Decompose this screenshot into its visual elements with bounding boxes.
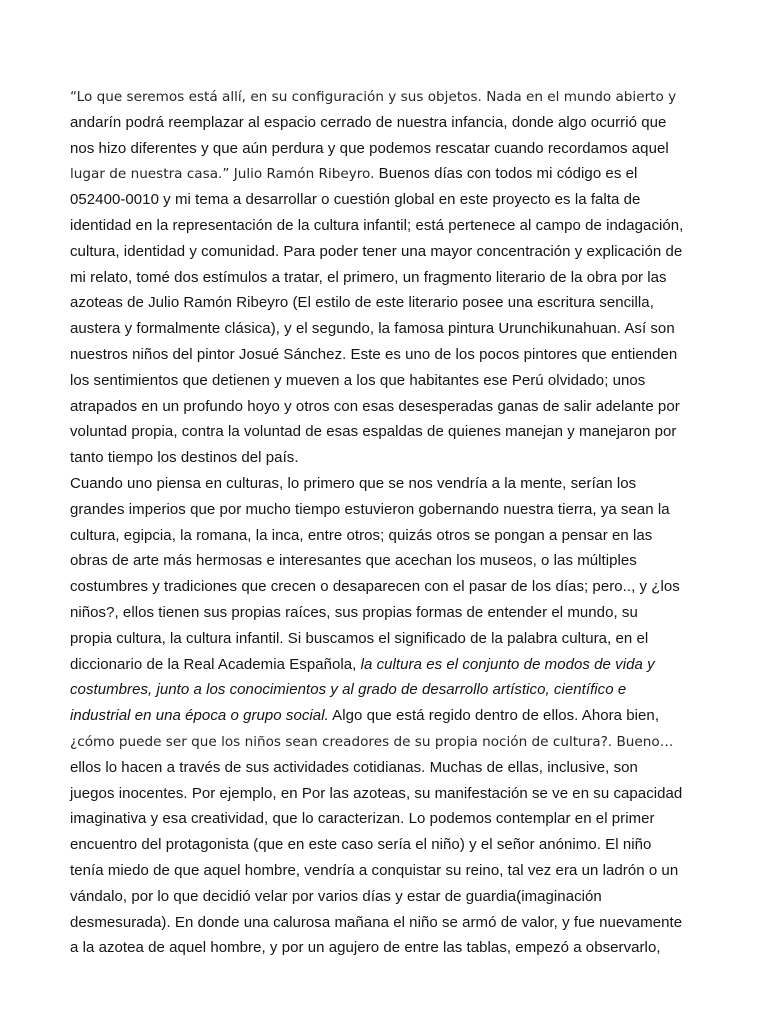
text-run: 052400-0010 y mi tema a desarrollar o cuestión global en este proyecto es la falta de xyxy=(70,191,641,209)
text-line xyxy=(70,600,710,626)
text-run: desmesurada). En donde una calurosa mañana el niño se armó de valor, y fue nuevamente xyxy=(70,913,683,931)
quote-text-run: ¿cómo puede ser que los niños sean creadores de su propia noción de cultura?. Bueno… xyxy=(70,733,674,750)
text-run: niños?, ellos tienen sus propias raíces, sus propias formas de entender el mundo, su xyxy=(70,603,638,621)
text-run: tanto tiempo los destinos del país. xyxy=(70,449,299,467)
text-run: los sentimientos que detienen y mueven a los que habitantes ese Perú olvidado; unos xyxy=(70,371,646,389)
quote-text-run: “Lo que seremos está allí, en su configuración y sus objetos. Nada en el mundo abierto y xyxy=(70,89,677,105)
text-line xyxy=(70,626,710,652)
text-run: mi relato, tomé dos estímulos a tratar, el primero, un fragmento literario de la obra por las xyxy=(70,268,667,286)
text-line xyxy=(70,394,710,420)
document-body xyxy=(70,84,710,961)
text-line xyxy=(70,445,710,471)
text-run: identidad en la representación de la cultura infantil; está pertenece al campo de indagación, xyxy=(70,216,684,234)
text-line xyxy=(70,677,710,703)
text-line xyxy=(70,497,710,523)
text-line xyxy=(70,781,710,807)
text-run: imaginativa y esa creatividad, que lo caracterizan. Lo podemos contemplar en el primer xyxy=(70,810,655,828)
text-line xyxy=(70,316,710,342)
text-line xyxy=(70,471,710,497)
text-run: propia cultura, la cultura infantil. Si buscamos el significado de la palabra cultura, en el xyxy=(70,629,649,647)
text-line xyxy=(70,213,710,239)
text-line xyxy=(70,884,710,910)
text-line xyxy=(70,574,710,600)
italic-text-run: costumbres, junto a los conocimientos y al grado de desarrollo artístico, científico e xyxy=(70,681,627,699)
text-line xyxy=(70,548,710,574)
text-run: juegos inocentes. Por ejemplo, en Por las azoteas, su manifestación se ve en su capacidad xyxy=(70,784,683,802)
text-run: cultura, identidad y comunidad. Para poder tener una mayor concentración y explicación de xyxy=(70,242,683,260)
text-run: ellos lo hacen a través de sus actividades cotidianas. Muchas de ellas, inclusive, son xyxy=(70,758,638,776)
quote-text-run: lugar de nuestra casa.” Julio Ramón Ribeyro. xyxy=(70,166,375,183)
text-run: obras de arte más hermosas e interesantes que acechan los museos, o las múltiples xyxy=(70,552,637,570)
text-line xyxy=(70,368,710,394)
text-run: grandes imperios que por mucho tiempo estuvieron gobernando nuestra tierra, ya sean la xyxy=(70,500,670,518)
text-run: a la azotea de aquel hombre, y por un agujero de entre las tablas, empezó a observarlo, xyxy=(70,939,661,957)
text-run: nuestros niños del pintor Josué Sánchez. Este es uno de los pocos pintores que entienden xyxy=(70,345,678,363)
text-line xyxy=(70,161,710,187)
text-line xyxy=(70,239,710,265)
text-run: atrapados en un profundo hoyo y otros con esas desesperadas ganas de salir adelante por xyxy=(70,397,680,415)
text-line xyxy=(70,342,710,368)
text-run: Buenos días con todos mi código es el xyxy=(374,165,638,183)
italic-text-run: industrial en una época o grupo social. xyxy=(70,707,329,725)
text-line xyxy=(70,290,710,316)
text-line xyxy=(70,652,710,678)
text-run: encuentro del protagonista (que en este caso sería el niño) y el señor anónimo. El niño xyxy=(70,836,652,854)
text-line xyxy=(70,136,710,162)
text-run: nos hizo diferentes y que aún perdura y que podemos rescatar cuando recordamos aquel xyxy=(70,139,669,157)
text-run: austera y formalmente clásica), y el segundo, la famosa pintura Urunchikunahuan. Así son xyxy=(70,320,675,338)
text-line xyxy=(70,832,710,858)
text-run: tenía miedo de que aquel hombre, vendría a conquistar su reino, tal vez era un ladrón o un xyxy=(70,861,679,879)
text-line xyxy=(70,806,710,832)
text-line xyxy=(70,935,710,961)
text-run: cultura, egipcia, la romana, la inca, entre otros; quizás otros se pongan a pensar en las xyxy=(70,526,653,544)
text-run: diccionario de la Real Academia Española, xyxy=(70,655,361,673)
text-line xyxy=(70,84,710,110)
text-run: costumbres y tradiciones que crecen o desaparecen con el pasar de los días; pero.., y ¿los xyxy=(70,578,680,596)
text-run: andarín podrá reemplazar al espacio cerrado de nuestra infancia, donde algo ocurrió que xyxy=(70,113,667,131)
text-line xyxy=(70,910,710,936)
text-line xyxy=(70,419,710,445)
text-line xyxy=(70,729,710,755)
text-line xyxy=(70,265,710,291)
text-line xyxy=(70,523,710,549)
text-run: Algo que está regido dentro de ellos. Ahora bien, xyxy=(328,707,660,725)
text-line xyxy=(70,858,710,884)
text-line xyxy=(70,755,710,781)
text-run: Cuando uno piensa en culturas, lo primero que se nos vendría a la mente, serían los xyxy=(70,474,637,492)
text-run: voluntad propia, contra la voluntad de esas espaldas de quienes manejan y manejaron por xyxy=(70,423,677,441)
text-run: vándalo, por lo que decidió velar por varios días y estar de guardia(imaginación xyxy=(70,887,602,905)
italic-text-run: la cultura es el conjunto de modos de vida y xyxy=(360,655,655,673)
text-line xyxy=(70,187,710,213)
text-run: azoteas de Julio Ramón Ribeyro (El estilo de este literario posee una escritura sencilla, xyxy=(70,294,654,312)
text-line xyxy=(70,110,710,136)
text-line xyxy=(70,703,710,729)
